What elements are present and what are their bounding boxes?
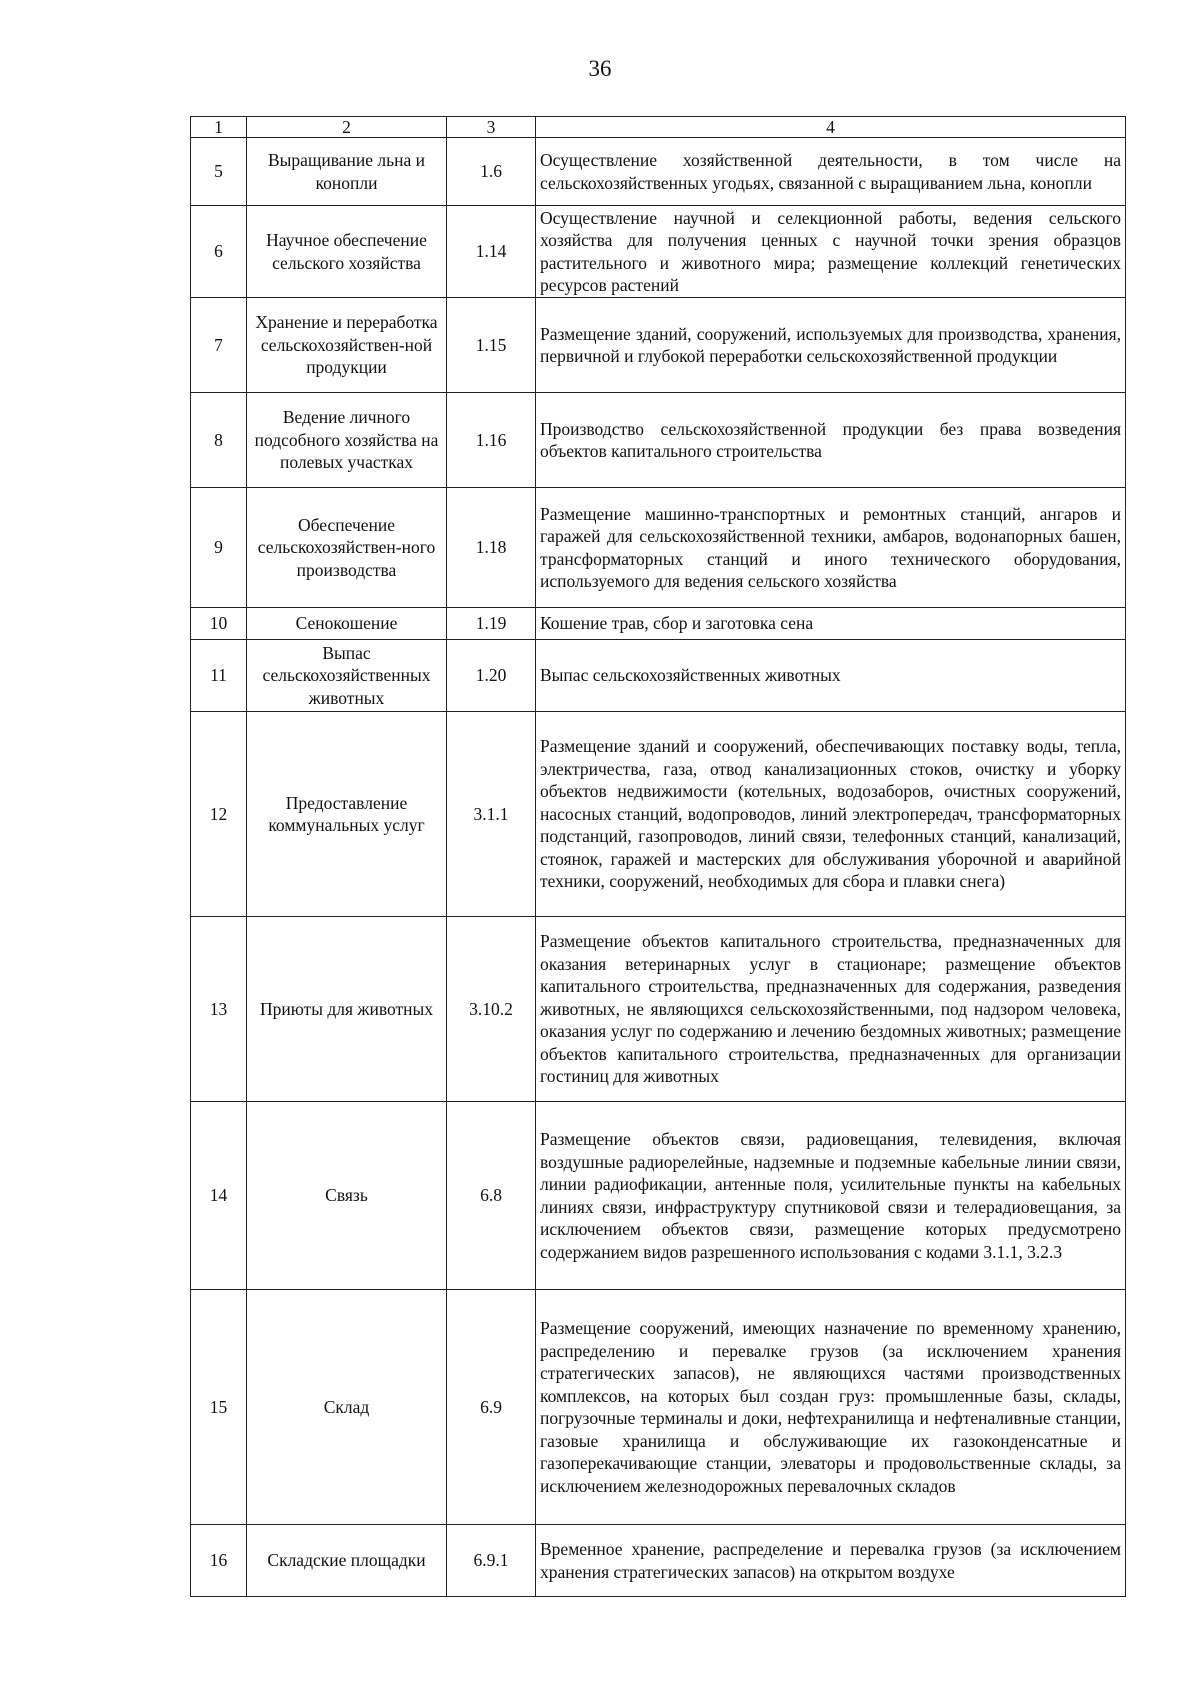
page-number: 36 (588, 56, 612, 81)
land-use-code: 1.19 (447, 608, 536, 640)
land-use-code: 1.16 (447, 393, 536, 488)
land-use-code: 6.9.1 (447, 1525, 536, 1597)
land-use-code: 1.20 (447, 640, 536, 712)
header-col-1: 1 (191, 117, 247, 138)
land-use-name: Приюты для животных (247, 917, 447, 1102)
land-use-name: Выпас сельскохозяйственных животных (247, 640, 447, 712)
land-use-code: 1.14 (447, 206, 536, 298)
land-use-name: Научное обеспечение сельского хозяйства (247, 206, 447, 298)
table-row (191, 488, 1126, 608)
land-use-code: 6.9 (447, 1290, 536, 1525)
table-row (191, 138, 1126, 206)
land-use-name: Складские площадки (247, 1525, 447, 1597)
table-row (191, 608, 1126, 640)
land-use-name: Ведение личного подсобного хозяйства на полевых участках (247, 393, 447, 488)
land-use-name: Хранение и переработка сельскохозяйствен-ной продукции (247, 298, 447, 393)
land-use-code: 1.18 (447, 488, 536, 608)
land-use-description: Размещение машинно-транспортных и ремонтных станций, ангаров и гаражей для сельскохозяйственной техники, амбаров, водонапорных башен, трансформаторных станций и иного технического оборудования, используемого для ведения сельского хозяйства (536, 488, 1126, 608)
row-number: 5 (191, 138, 247, 206)
land-use-code: 1.15 (447, 298, 536, 393)
table-row (191, 1102, 1126, 1290)
table-header-row (191, 117, 1126, 138)
land-use-code: 1.6 (447, 138, 536, 206)
land-use-description: Размещение зданий, сооружений, используемых для производства, хранения, первичной и глубокой переработки сельскохозяйственной продукции (536, 298, 1126, 393)
land-use-description: Производство сельскохозяйственной продукции без права возведения объектов капитального строительства (536, 393, 1126, 488)
land-use-name: Склад (247, 1290, 447, 1525)
row-number: 7 (191, 298, 247, 393)
land-use-description: Выпас сельскохозяйственных животных (536, 640, 1126, 712)
row-number: 14 (191, 1102, 247, 1290)
header-col-2: 2 (247, 117, 447, 138)
header-col-3: 3 (447, 117, 536, 138)
table-row (191, 712, 1126, 917)
land-use-name: Связь (247, 1102, 447, 1290)
row-number: 8 (191, 393, 247, 488)
land-use-code: 3.1.1 (447, 712, 536, 917)
table-row (191, 1290, 1126, 1525)
row-number: 16 (191, 1525, 247, 1597)
row-number: 12 (191, 712, 247, 917)
table-row (191, 1525, 1126, 1597)
table-row (191, 298, 1126, 393)
land-use-description: Размещение зданий и сооружений, обеспечивающих поставку воды, тепла, электричества, газа, отвод канализационных стоков, очистку и уборку объектов недвижимости (котельных, водозаборов, очистных сооружений, насосных станций, водопроводов, линий электропередач, трансформаторных подстанций, газопроводов, линий связи, телефонных станций, канализаций, стоянок, гаражей и мастерских для обслуживания уборочной и аварийной техники, сооружений, необходимых для сбора и плавки снега) (536, 712, 1126, 917)
land-use-code: 3.10.2 (447, 917, 536, 1102)
land-use-description: Размещение сооружений, имеющих назначение по временному хранению, распределению и перевалке грузов (за исключением хранения стратегических запасов), не являющихся частями производственных комплексов, на которых был создан груз: промышленные базы, склады, погрузочные терминалы и доки, нефтехранилища и нефтеналивные станции, газовые хранилища и обслуживающие их газоконденсатные и газоперекачивающие станции, элеваторы и продовольственные склады, за исключением железнодорожных перевалочных складов (536, 1290, 1126, 1525)
land-use-name: Предоставление коммунальных услуг (247, 712, 447, 917)
land-use-name: Обеспечение сельскохозяйствен-ного производства (247, 488, 447, 608)
table-row (191, 393, 1126, 488)
table-row (191, 640, 1126, 712)
land-use-description: Осуществление хозяйственной деятельности, в том числе на сельскохозяйственных угодьях, связанной с выращиванием льна, конопли (536, 138, 1126, 206)
row-number: 9 (191, 488, 247, 608)
land-use-description: Кошение трав, сбор и заготовка сена (536, 608, 1126, 640)
row-number: 15 (191, 1290, 247, 1525)
land-use-description: Осуществление научной и селекционной работы, ведения сельского хозяйства для получения ценных с научной точки зрения образцов растительного и животного мира; размещение коллекций генетических ресурсов растений (536, 206, 1126, 298)
table-row (191, 917, 1126, 1102)
row-number: 10 (191, 608, 247, 640)
land-use-description: Размещение объектов капитального строительства, предназначенных для оказания ветеринарных услуг в стационаре; размещение объектов капитального строительства, предназначенных для содержания, разведения животных, не являющихся сельскохозяйственными, под надзором человека, оказания услуг по содержанию и лечению бездомных животных; размещение объектов капитального строительства, предназначенных для организации гостиниц для животных (536, 917, 1126, 1102)
row-number: 11 (191, 640, 247, 712)
table-row (191, 206, 1126, 298)
land-use-table (190, 116, 1126, 1597)
land-use-code: 6.8 (447, 1102, 536, 1290)
land-use-name: Сенокошение (247, 608, 447, 640)
header-col-4: 4 (536, 117, 1126, 138)
row-number: 13 (191, 917, 247, 1102)
land-use-description: Размещение объектов связи, радиовещания, телевидения, включая воздушные радиорелейные, надземные и подземные кабельные линии связи, линии радиофикации, антенные поля, усилительные пункты на кабельных линиях связи, инфраструктуру спутниковой связи и телерадиовещания, за исключением объектов связи, размещение которых предусмотрено содержанием видов разрешенного использования с кодами 3.1.1, 3.2.3 (536, 1102, 1126, 1290)
land-use-name: Выращивание льна и конопли (247, 138, 447, 206)
land-use-description: Временное хранение, распределение и перевалка грузов (за исключением хранения стратегических запасов) на открытом воздухе (536, 1525, 1126, 1597)
row-number: 6 (191, 206, 247, 298)
